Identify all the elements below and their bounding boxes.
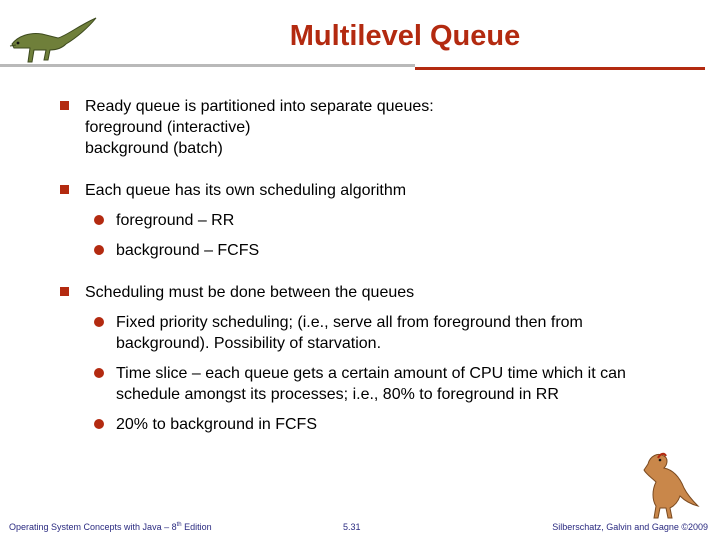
bullet-line: background (batch) (85, 140, 223, 157)
bullet-line: foreground (interactive) (85, 119, 251, 136)
round-bullet-icon (94, 368, 104, 378)
footer-page-number: 5.31 (343, 522, 361, 532)
footer-book-title (9, 522, 212, 532)
sub-bullet-item (60, 240, 680, 261)
title-rule-gray (0, 64, 415, 67)
round-bullet-icon (94, 419, 104, 429)
bullet-text: Each queue has its own scheduling algorithm (85, 182, 407, 199)
footer-edition-text: Edition (181, 522, 212, 532)
bullet-item (60, 96, 680, 159)
bullet-item (60, 282, 680, 303)
slide-title: Multilevel Queue (289, 20, 521, 52)
slide-content (60, 96, 680, 435)
bullet-text: Scheduling must be done between the queues (85, 284, 415, 301)
sub-bullet-text: Fixed priority scheduling; (i.e., serve all from foreground then from background). Possibility of starvation. (116, 314, 583, 352)
bullet-text: Ready queue is partitioned into separate queues: (85, 98, 434, 115)
footer-book-title-text: Operating System Concepts with Java – 8 (9, 522, 177, 532)
square-bullet-icon (60, 185, 69, 194)
round-bullet-icon (94, 245, 104, 255)
bullet-item (60, 180, 680, 201)
round-bullet-icon (94, 215, 104, 225)
dinosaur-mascot-icon (628, 444, 700, 522)
footer-copyright: Silberschatz, Galvin and Gagne ©2009 (552, 522, 708, 532)
square-bullet-icon (60, 287, 69, 296)
sub-bullet-item (60, 210, 680, 231)
sub-bullet-text: background – FCFS (116, 242, 260, 259)
sub-bullet-text: Time slice – each queue gets a certain amount of CPU time which it can schedule amongst its processes; i.e., 80% to foreground in RR (116, 365, 626, 403)
round-bullet-icon (94, 317, 104, 327)
dinosaur-logo-icon (4, 14, 100, 66)
sub-bullet-item (60, 414, 680, 435)
sub-bullet-item (60, 363, 656, 405)
square-bullet-icon (60, 101, 69, 110)
title-rule-red (415, 67, 705, 70)
sub-bullet-text: 20% to background in FCFS (116, 416, 317, 433)
sub-bullet-item (60, 312, 656, 354)
footer-edition-sup: th (176, 522, 182, 528)
sub-bullet-text: foreground – RR (116, 212, 235, 229)
